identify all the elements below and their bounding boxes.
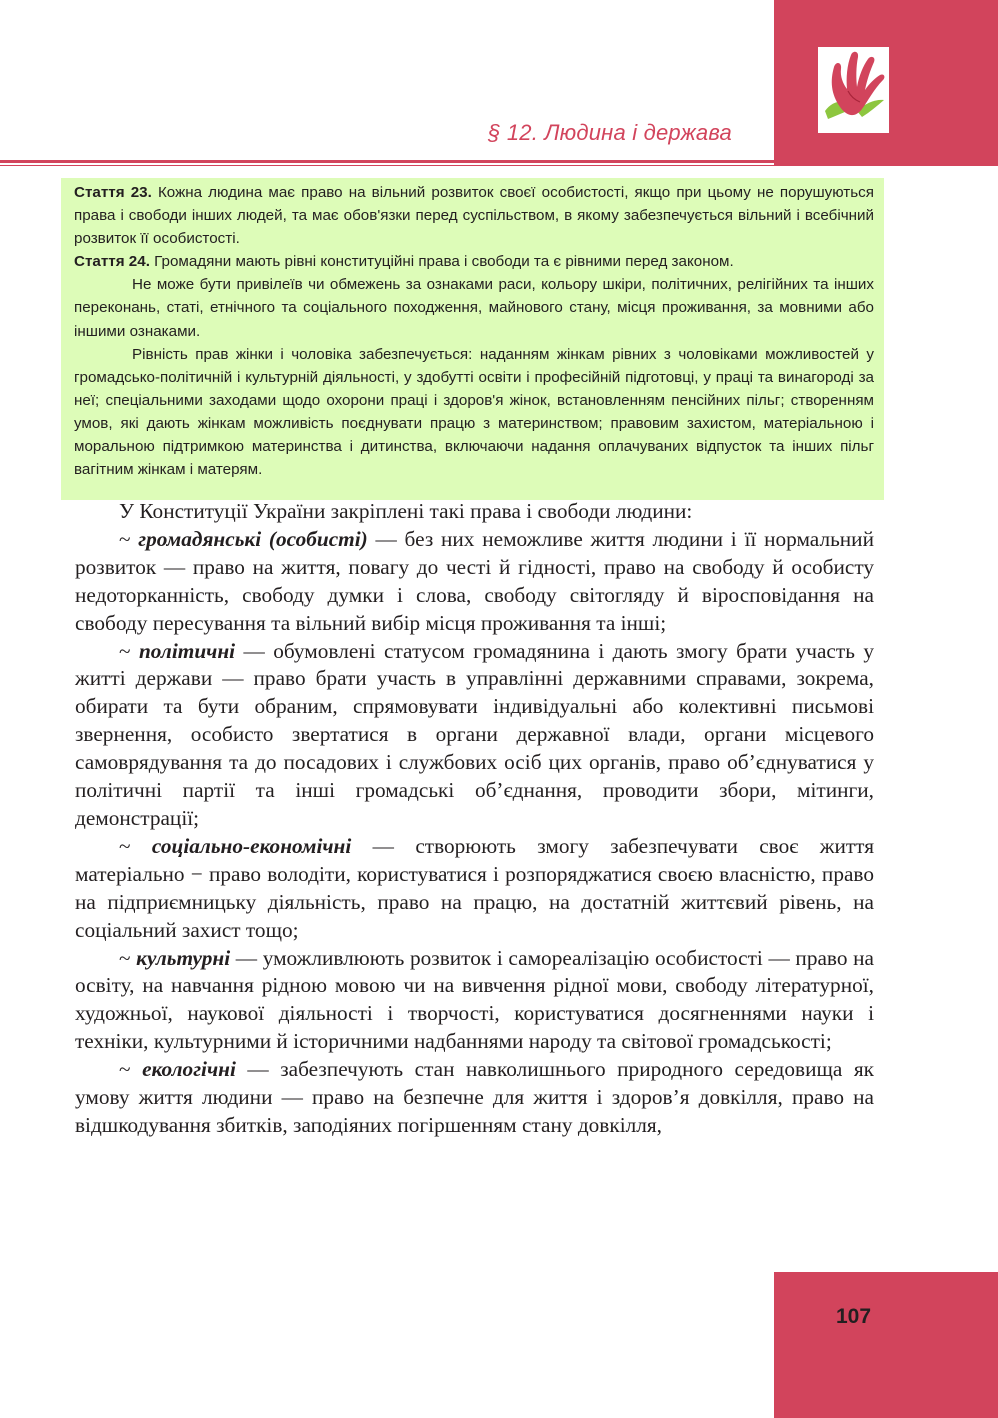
article-24-text: Громадяни мають рівні конституційні права і свободи та є рівними перед законом. xyxy=(149,253,734,271)
rights-item-bullet: ~ xyxy=(119,1057,143,1082)
rights-item-term: культурні xyxy=(136,945,231,970)
hand-dove-logo-icon xyxy=(818,47,889,133)
rights-item xyxy=(75,526,874,638)
article-24-paragraph-2: Не може бути привілеїв чи обмежень за ознаками раси, кольору шкіри, політичних, релігійних та інших переконань, статі, етнічного та соціального походження, майнового стану, місця проживання, за мовними або іншими ознаками. xyxy=(74,276,874,340)
rights-item-text: — обумовлені статусом громадянина і дають змогу брати участь у житті держави — право брати участь в управлінні державними справами, зокрема, обирати та бути обраним, спрямовувати індивідуальні або колективні письмові звернення, особисто звертатися в органи державної влади, органи місцевого самоврядування та до посадових і службових осіб цих органів, право об’єднуватися у політичні партії та інші громадські об’єднання, проводити збори, мітинги, демонстрації; xyxy=(75,638,874,830)
intro-paragraph: У Конституції України закріплені такі права і свободи людини: xyxy=(119,499,693,523)
rights-item-text: — без них неможливе життя людини і її нормальний розвиток — право на життя, повагу до честі й гідності, право на свободу й особисту недоторканність, свободу думки і слова, свободу світогляду й віросповідання на свободу пересування та вільний вибір місця проживання та інші; xyxy=(75,526,874,635)
rights-item-term: екологічні xyxy=(142,1057,236,1082)
rights-item-text: — створюють змогу забезпечувати своє життя матеріально − право володіти, користуватися і розпоряджатися своєю власністю, право на підприємницьку діяльність, право на працю, на достатній життєвий рівень, на соціальний захист тощо; xyxy=(75,833,874,942)
rights-item xyxy=(75,833,874,945)
article-24-label: Стаття 24. xyxy=(74,253,150,271)
rights-item-bullet: ~ xyxy=(119,526,139,551)
main-text xyxy=(75,498,874,1140)
rights-item-text: — уможливлюють розвиток і самореалізацію особистості — право на освіту, на навчання рідною мовою чи на вивчення рідної мови, свободу літературної, художньої, наукової діяльності і творчості, користуватися досягненнями науки і техніки, культурними й історичними надбаннями народу та світової громадськості; xyxy=(75,945,874,1054)
header-rule xyxy=(0,160,774,163)
rights-item-text: — забезпечують стан навколишнього природного середовища як умову життя людини — право на безпечне для життя і здоров’я довкілля, право на відшкодування збитків, заподіяних погіршенням стану довкілля, xyxy=(75,1057,874,1137)
constitution-excerpt xyxy=(74,181,874,481)
article-23-text: Кожна людина має право на вільний розвиток своєї особистості, якщо при цьому не порушуються права і свободи інших людей, та має обов'язки перед суспільством, в якому забезпечується вільний і всебічний розвиток її особистості. xyxy=(74,184,874,248)
article-24 xyxy=(74,250,874,273)
rights-item-bullet: ~ xyxy=(119,833,152,858)
article-23-label: Стаття 23. xyxy=(74,184,152,201)
rights-item-term: громадянські (особисті) xyxy=(138,526,368,551)
section-title: § 12. Людина і держава xyxy=(488,120,732,145)
rights-item-bullet: ~ xyxy=(119,945,137,970)
footer-accent-block xyxy=(774,1272,998,1418)
rights-item xyxy=(75,638,874,833)
rights-item-bullet: ~ xyxy=(119,638,139,663)
article-23 xyxy=(74,181,874,250)
rights-item xyxy=(75,1056,874,1140)
rights-item xyxy=(75,945,874,1057)
article-24-paragraph-3: Рівність прав жінки і чоловіка забезпечується: наданням жінкам рівних з чоловіками можливостей у громадсько-політичній і культурній діяльності, у здобутті освіти і професійній підготовці, у праці та винагороді за неї; спеціальними заходами щодо охорони праці і здоров'я жінок, встановленням пенсійних пільг; створенням умов, які дають жінкам можливість поєднувати працю з материнством; правовим захистом, матеріальною і моральною підтримкою материнства і дитинства, включаючи надання оплачуваних відпусток та інших пільг вагітним жінкам і матерям. xyxy=(74,345,874,479)
rights-item-term: політичні xyxy=(138,638,236,663)
header-rule-thin xyxy=(0,165,774,166)
page-number: 107 xyxy=(836,1305,872,1328)
logo xyxy=(818,47,889,133)
rights-item-term: соціально-економічні xyxy=(151,833,352,858)
